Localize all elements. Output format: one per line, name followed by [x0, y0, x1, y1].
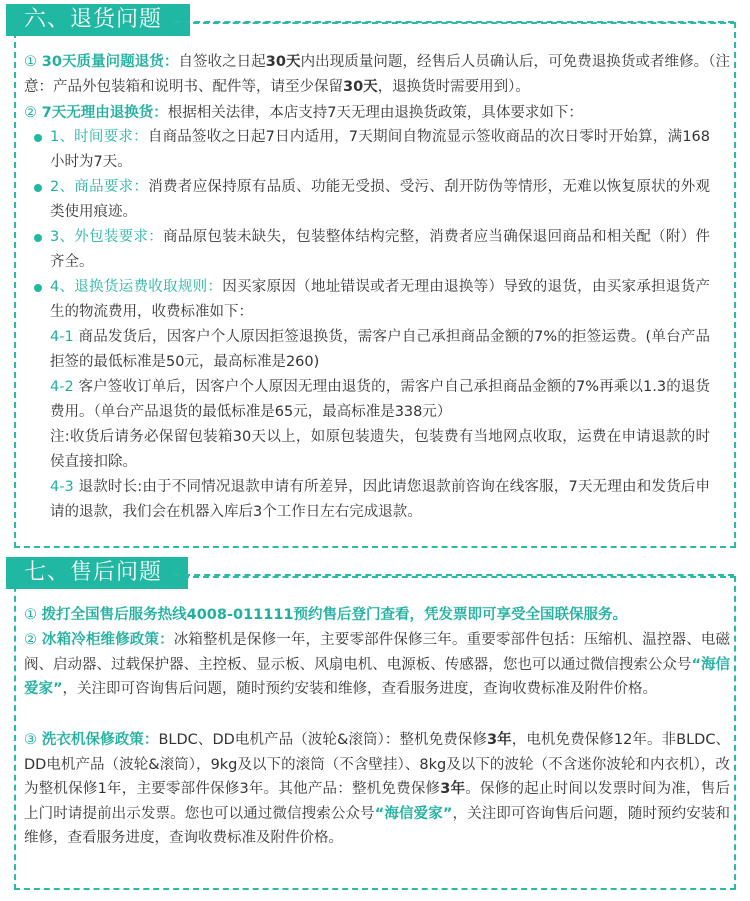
- return-policy-title: 六、退货问题: [6, 4, 190, 36]
- bullet-shipping-rules: 4、退换货运费收取规则：因买家原因（地址错误或者无理由退换等）导致的退货，由买家承担退货产生的物流费用，收费标准如下：: [50, 279, 710, 320]
- washer-warranty-policy: ③ 洗衣机保修政策：BLDC、DD电机产品（波轮&滚筒）：整机免费保修3年，电机免费保修12年。非BLDC、DD电机产品（波轮&滚筒），9kg及以下的滚筒（不含壁挂）、8kg及以下的波轮（不含迷你波轮和内衣机），改为整机保修1年，主要零部件保修3年。其他产品：整机免费保修3年。保修的起止时间以发票时间为准，售后上门时请提前出示发票。您也可以通过微信搜索公众号“海信爱家”，关注即可咨询售后问题，随时预约安装和维修，查看服务进度，查询收费标准及附件价格。: [24, 732, 731, 847]
- bullet-product-requirement: 2、商品要求：消费者应保持原有品质、功能无受损、受污、刮开防伪等情形，无难以恢复原状的外观类使用痕迹。: [50, 179, 710, 220]
- bullet-dot-icon: [34, 184, 42, 192]
- bullet-time-requirement: 1、时间要求：自商品签收之日起7日内适用，7天期间自物流显示签收商品的次日零时开始算，满168小时为7天。: [50, 129, 710, 170]
- bullet-dot-icon: [34, 234, 42, 242]
- bullet-package-requirement: 3、外包装要求：商品原包装未缺失，包装整体结构完整，消费者应当确保退回商品和相关配（附）件齐全。: [50, 229, 710, 270]
- title-divider: [174, 21, 734, 23]
- title-divider: [174, 574, 734, 576]
- bullet-dot-icon: [34, 134, 42, 142]
- seven-day-return-item: ② 7天无理由退换货：根据相关法律，本店支持7天无理由退换货政策，具体要求如下：: [24, 105, 583, 121]
- service-hotline-item: ① 拨打全国售后服务热线4008-011111预约售后登门查看，凭发票即可享受全国联保服务。: [24, 607, 628, 623]
- rule-4-3: 4-3 退款时长:由于不同情况退款申请有所差异，因此请您退款前咨询在线客服，7天无理由和发货后申请的退款，我们会在机器入库后3个工作日左右完成退款。: [50, 479, 711, 520]
- rule-4-1: 4-1 商品发货后，因客户个人原因拒签退换货，需客户自己承担商品金额的7%的拒签运费。(单台产品拒签的最低标准是50元，最高标准是260): [50, 329, 710, 370]
- rule-4-2: 4-2 客户签收订单后，因客户个人原因无理由退货的，需客户自己承担商品金额的7%再乘以1.3的退货费用。（单台产品退货的最低标准是65元，最高标准是338元）: [50, 379, 711, 420]
- quality-return-item: ① 30天质量问题退货：自签收之日起30天内出现质量问题，经售后人员确认后，可免费退换货或者维修。（注意：产品外包装箱和说明书、配件等，请至少保留30天，退换货时需要用到）。: [24, 54, 731, 95]
- fridge-repair-policy: ② 冰箱冷柜维修政策：冰箱整机是保修一年，主要零部件保修三年。重要零部件包括：压缩机、温控器、电磁阀、启动器、过载保护器、主控板、显示板、风扇电机、电源板、传感器，您也可以通过微信搜索公众号“海信爱家”，关注即可咨询售后问题，随时预约安装和维修，查看服务进度，查询收费标准及附件价格。: [24, 632, 731, 698]
- after-sales-title: 七、售后问题: [6, 557, 188, 589]
- rule-note: 注:收货后请务必保留包装箱30天以上，如原包装遗失，包装费有当地网点收取，运费在申请退款的时侯直接扣除。: [50, 429, 710, 470]
- bullet-dot-icon: [34, 284, 42, 292]
